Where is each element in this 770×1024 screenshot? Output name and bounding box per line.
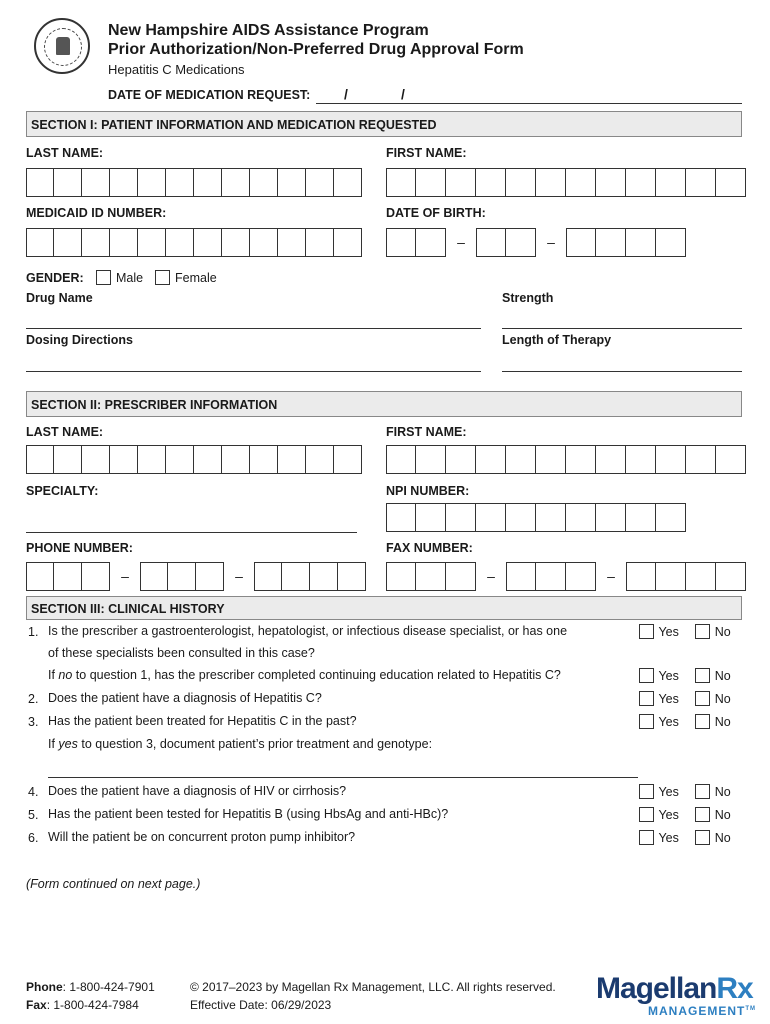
npi-boxes[interactable]: [386, 503, 686, 532]
q5-no-checkbox[interactable]: [695, 807, 710, 822]
patient-last-name-boxes[interactable]: [26, 168, 362, 197]
dosing-label: Dosing Directions: [26, 333, 133, 347]
drug-name-label: Drug Name: [26, 291, 93, 305]
date-line[interactable]: [316, 103, 742, 104]
q1-no-checkbox[interactable]: [695, 624, 710, 639]
q2-yes-no: Yes No: [639, 690, 731, 708]
q6-yes-no: Yes No: [639, 829, 731, 847]
female-checkbox[interactable]: [155, 270, 170, 285]
npi-label: NPI NUMBER:: [386, 484, 470, 498]
q5-text: Has the patient been tested for Hepatitis B (using HbsAg and anti-HBc)?: [48, 807, 449, 821]
q4-yes-checkbox[interactable]: [639, 784, 654, 799]
dosing-line[interactable]: [26, 371, 481, 372]
q4-number: 4.: [28, 785, 39, 799]
fax-dash: –: [607, 568, 615, 584]
footer-effective-date: Effective Date: 06/29/2023: [190, 998, 332, 1012]
specialty-label: SPECIALTY:: [26, 484, 99, 498]
prescriber-last-name-label: LAST NAME:: [26, 425, 104, 439]
magellan-logo: MagellanRx: [596, 972, 753, 1005]
drug-name-line[interactable]: [26, 328, 481, 329]
magellan-logo-sub: MANAGEMENT™: [648, 1004, 756, 1018]
q3-yes-no: Yes No: [639, 713, 731, 731]
q1-number: 1.: [28, 625, 39, 639]
patient-first-name-boxes[interactable]: [386, 168, 746, 197]
medicaid-id-label: MEDICAID ID NUMBER:: [26, 206, 167, 220]
q4-yes-no: Yes No: [639, 783, 731, 801]
footer-copyright: © 2017–2023 by Magellan Rx Management, LLC. All rights reserved.: [190, 980, 556, 994]
specialty-line[interactable]: [26, 532, 357, 533]
female-label: Female: [175, 271, 217, 285]
q1b-yes-no: Yes No: [639, 667, 731, 685]
q4-no-checkbox[interactable]: [695, 784, 710, 799]
q3-yes-checkbox[interactable]: [639, 714, 654, 729]
q4-text: Does the patient have a diagnosis of HIV or cirrhosis?: [48, 784, 347, 798]
male-checkbox[interactable]: [96, 270, 111, 285]
phone-dash: –: [121, 568, 129, 584]
dob-boxes[interactable]: [386, 228, 686, 257]
male-label: Male: [116, 271, 144, 285]
q1b-no-checkbox[interactable]: [695, 668, 710, 683]
state-seal-icon: [34, 18, 90, 74]
section-2-header: SECTION II: PRESCRIBER INFORMATION: [26, 391, 742, 417]
q2-no-checkbox[interactable]: [695, 691, 710, 706]
q5-yes-checkbox[interactable]: [639, 807, 654, 822]
patient-first-name-label: FIRST NAME:: [386, 146, 467, 160]
date-request-label: DATE OF MEDICATION REQUEST:: [108, 88, 311, 102]
form-subtitle: Prior Authorization/Non-Preferred Drug Approval Form: [108, 41, 524, 58]
q5-yes-no: Yes No: [639, 806, 731, 824]
q1-followup: If no to question 1, has the prescriber completed continuing education related to Hepatitis C?: [48, 668, 561, 682]
fax-boxes[interactable]: [386, 562, 746, 591]
prescriber-first-name-label: FIRST NAME:: [386, 425, 467, 439]
q6-text: Will the patient be on concurrent proton pump inhibitor?: [48, 830, 356, 844]
q3-number: 3.: [28, 715, 39, 729]
prescriber-last-name-boxes[interactable]: [26, 445, 362, 474]
footer-phone: Phone: 1-800-424-7901: [26, 980, 155, 994]
date-separator: /: [401, 86, 405, 102]
q2-yes-checkbox[interactable]: [639, 691, 654, 706]
gender-label: GENDER:: [26, 271, 84, 285]
length-of-therapy-line[interactable]: [502, 371, 742, 372]
q1b-yes-checkbox[interactable]: [639, 668, 654, 683]
q1-yes-no: Yes No: [639, 623, 731, 641]
prior-treatment-line[interactable]: [48, 777, 638, 778]
continued-note: (Form continued on next page.): [26, 877, 201, 891]
q2-text: Does the patient have a diagnosis of Hepatitis C?: [48, 691, 322, 705]
q3-no-checkbox[interactable]: [695, 714, 710, 729]
fax-label: FAX NUMBER:: [386, 541, 473, 555]
date-separator: /: [344, 86, 348, 102]
phone-boxes[interactable]: [26, 562, 366, 591]
q6-no-checkbox[interactable]: [695, 830, 710, 845]
footer-fax: Fax: 1-800-424-7984: [26, 998, 139, 1012]
strength-label: Strength: [502, 291, 554, 305]
dob-dash: –: [547, 234, 555, 250]
q1-text-cont: of these specialists been consulted in this case?: [48, 646, 315, 660]
fax-dash: –: [487, 568, 495, 584]
length-of-therapy-label: Length of Therapy: [502, 333, 612, 347]
strength-line[interactable]: [502, 328, 742, 329]
q6-number: 6.: [28, 831, 39, 845]
medicaid-id-boxes[interactable]: [26, 228, 362, 257]
q2-number: 2.: [28, 692, 39, 706]
q1-yes-checkbox[interactable]: [639, 624, 654, 639]
phone-dash: –: [235, 568, 243, 584]
q3-text: Has the patient been treated for Hepatitis C in the past?: [48, 714, 357, 728]
phone-label: PHONE NUMBER:: [26, 541, 133, 555]
medication-class: Hepatitis C Medications: [108, 62, 245, 77]
prescriber-first-name-boxes[interactable]: [386, 445, 746, 474]
patient-last-name-label: LAST NAME:: [26, 146, 104, 160]
section-3-header: SECTION III: CLINICAL HISTORY: [26, 596, 742, 620]
section-1-header: SECTION I: PATIENT INFORMATION AND MEDICATION REQUESTED: [26, 111, 742, 137]
dob-label: DATE OF BIRTH:: [386, 206, 486, 220]
q6-yes-checkbox[interactable]: [639, 830, 654, 845]
q1-text: Is the prescriber a gastroenterologist, hepatologist, or infectious disease specialist, or has one: [48, 624, 568, 638]
dob-dash: –: [457, 234, 465, 250]
q5-number: 5.: [28, 808, 39, 822]
form-title: New Hampshire AIDS Assistance Program: [108, 22, 429, 39]
q3-followup: If yes to question 3, document patient’s prior treatment and genotype:: [48, 737, 433, 751]
